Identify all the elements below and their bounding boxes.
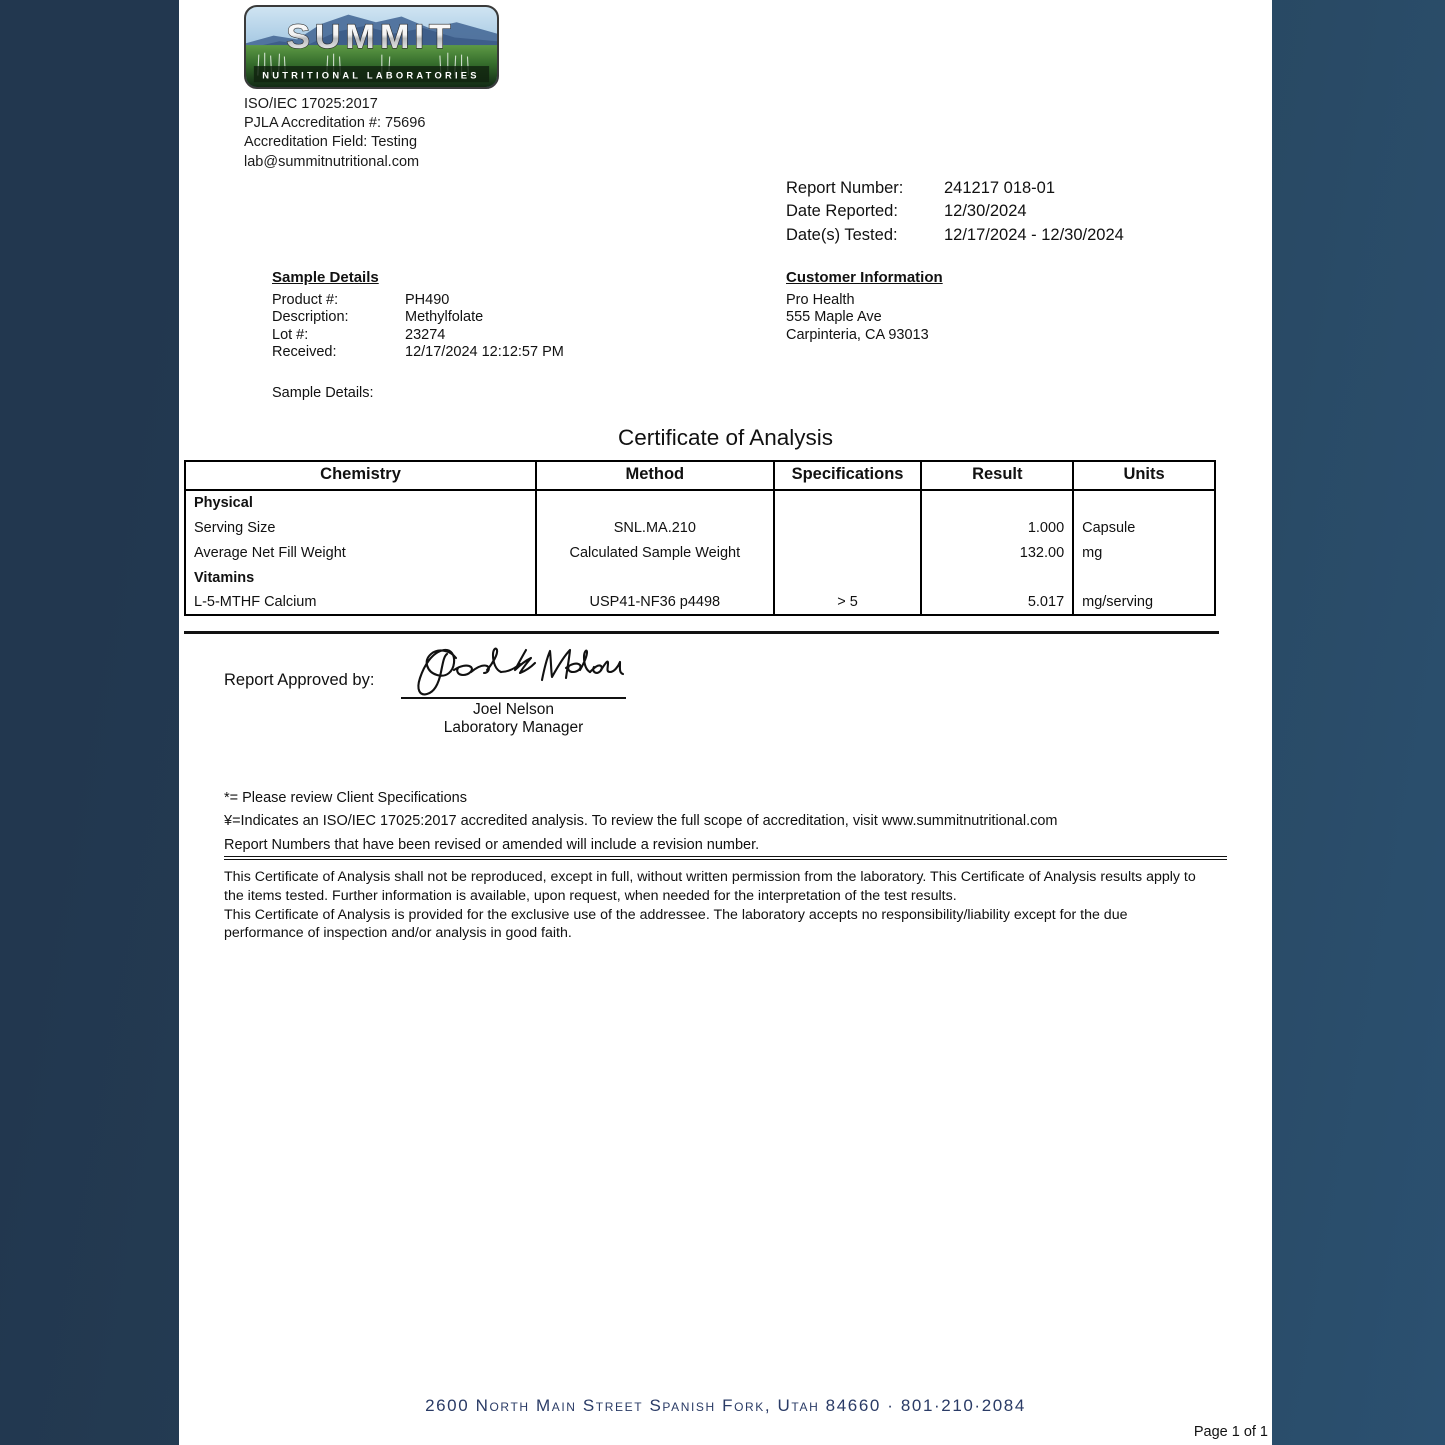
customer-city-state-zip: Carpinteria, CA 93013 (786, 326, 929, 343)
sample-details-secondary-label: Sample Details: (272, 385, 374, 401)
page-number: Page 1 of 1 (1193, 1424, 1268, 1440)
cell-specifications (774, 565, 922, 590)
document-page (179, 0, 1272, 1445)
lot-row (272, 327, 564, 345)
svg-text:SUMMIT: SUMMIT (286, 17, 456, 56)
product-label: Product #: (272, 291, 339, 308)
dates-tested-label: Date(s) Tested: (786, 225, 898, 244)
accreditation-pjla: PJLA Accreditation #: 75696 (244, 115, 426, 132)
cell-chemistry: Serving Size (185, 515, 536, 540)
column-header-units: Units (1073, 461, 1215, 490)
svg-text:NUTRITIONAL LABORATORIES: NUTRITIONAL LABORATORIES (262, 70, 480, 81)
dates-tested-row (786, 224, 1124, 247)
disclaimer-block (224, 868, 1202, 943)
cell-units: mg (1073, 540, 1215, 565)
table-row (185, 515, 1215, 540)
signatory-block (401, 701, 626, 736)
page-title: Certificate of Analysis (617, 425, 834, 450)
disclaimer-divider (224, 856, 1227, 860)
table-group-row (185, 490, 1215, 515)
approval-divider (184, 631, 1219, 634)
cell-method (536, 490, 774, 515)
accreditation-iso: ISO/IEC 17025:2017 (244, 96, 378, 112)
column-header-specifications: Specifications (774, 461, 922, 490)
cell-chemistry: L-5-MTHF Calcium (185, 590, 536, 615)
accreditation-field: Accreditation Field: Testing (244, 134, 418, 151)
signature-line (401, 697, 626, 699)
footnote-client-specifications: *= Please review Client Specifications (224, 790, 467, 806)
table-group-row (185, 565, 1215, 590)
lot-label: Lot #: (272, 326, 309, 343)
column-header-method: Method (536, 461, 774, 490)
accreditation-block (244, 95, 425, 172)
date-reported-value: 12/30/2024 (944, 202, 1027, 221)
dates-tested-value: 12/17/2024 - 12/30/2024 (944, 225, 1124, 244)
description-row (272, 309, 564, 327)
date-reported-label: Date Reported: (786, 202, 898, 221)
signatory-name: Joel Nelson (473, 701, 554, 718)
report-number-row (786, 177, 1124, 200)
cell-units: Capsule (1073, 515, 1215, 540)
cell-method: Calculated Sample Weight (536, 540, 774, 565)
report-approved-by-label: Report Approved by: (224, 671, 375, 689)
disclaimer-paragraph-2: This Certificate of Analysis is provided for the exclusive use of the addressee. The laboratory accepts no responsibility/liability except for the due performance of inspection and/or analysis in good faith. (224, 906, 1128, 942)
lot-value: 23274 (405, 326, 446, 343)
cell-specifications (774, 515, 922, 540)
report-number-label: Report Number: (786, 179, 904, 197)
received-label: Received: (272, 344, 337, 361)
cell-chemistry: Physical (185, 490, 536, 515)
customer-heading: Customer Information (786, 269, 943, 286)
date-reported-row (786, 200, 1124, 223)
received-row (272, 344, 564, 362)
results-table (184, 460, 1216, 616)
summit-logo-badge (244, 5, 499, 89)
cell-specifications (774, 490, 922, 515)
cell-method: USP41-NF36 p4498 (536, 590, 774, 615)
disclaimer-paragraph-1: This Certificate of Analysis shall not be reproduced, except in full, without written permission from the laboratory. This Certificate of Analysis results apply to the items tested. Further information is available, upon request, when needed for the interpretation of the test results. (224, 869, 1196, 904)
cell-result (921, 565, 1073, 590)
product-row (272, 292, 564, 310)
footnote-revision-number: Report Numbers that have been revised or amended will include a revision number. (224, 836, 760, 853)
results-table-head (185, 461, 1215, 490)
cell-method (536, 565, 774, 590)
results-table-body (185, 490, 1215, 615)
cell-chemistry: Average Net Fill Weight (185, 540, 536, 565)
results-table-wrapper (184, 460, 1216, 616)
report-meta-block (786, 177, 1124, 247)
customer-name: Pro Health (786, 291, 855, 308)
sample-details-heading: Sample Details (272, 269, 379, 286)
handwritten-signature-artwork (394, 642, 629, 700)
customer-information-block (786, 269, 943, 344)
column-header-result: Result (921, 461, 1073, 490)
footer-address: 2600 North Main Street Spanish Fork, Utah 84660 · 801·210·2084 (425, 1396, 1026, 1415)
column-header-chemistry: Chemistry (185, 461, 536, 490)
sample-details-block (272, 269, 564, 362)
footnote-accredited-analysis: ¥=Indicates an ISO/IEC 17025:2017 accredited analysis. To review the full scope of accreditation, visit www.summitnutritional.com (224, 813, 1058, 830)
cell-result: 1.000 (921, 515, 1073, 540)
cell-units (1073, 565, 1215, 590)
cell-method: SNL.MA.210 (536, 515, 774, 540)
summit-logo-artwork (246, 7, 497, 87)
report-number-value: 241217 018-01 (944, 179, 1056, 197)
product-value: PH490 (405, 291, 450, 308)
table-row (185, 540, 1215, 565)
signature-image (394, 642, 629, 700)
cell-chemistry: Vitamins (185, 565, 536, 590)
cell-units (1073, 490, 1215, 515)
cell-specifications: > 5 (774, 590, 922, 615)
cell-result (921, 490, 1073, 515)
signatory-title: Laboratory Manager (443, 718, 584, 736)
cell-specifications (774, 540, 922, 565)
received-value: 12/17/2024 12:12:57 PM (405, 344, 564, 361)
description-label: Description: (272, 309, 349, 326)
description-value: Methylfolate (405, 309, 484, 326)
cell-result: 5.017 (921, 590, 1073, 615)
results-header-row (185, 461, 1215, 490)
company-logo (244, 5, 499, 89)
cell-result: 132.00 (921, 540, 1073, 565)
customer-street: 555 Maple Ave (786, 309, 882, 326)
table-row (185, 590, 1215, 615)
accreditation-email: lab@summitnutritional.com (244, 153, 420, 170)
cell-units: mg/serving (1073, 590, 1215, 615)
footnotes-block (224, 787, 1058, 857)
